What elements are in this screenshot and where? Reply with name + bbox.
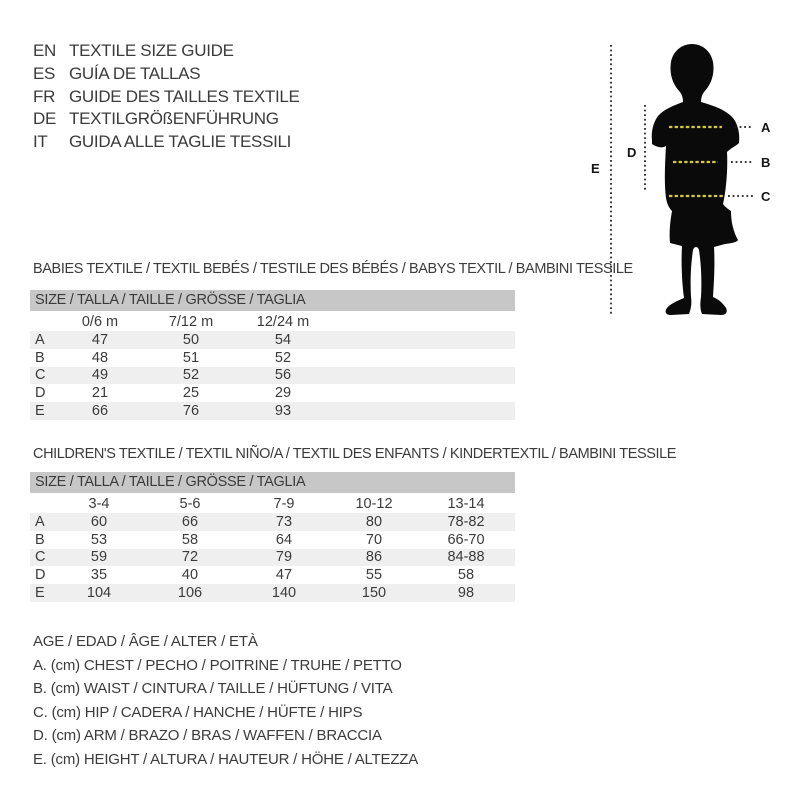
measure-value: 35 [90, 567, 108, 584]
size-column-header: 12/24 m [256, 313, 310, 330]
legend-line-0: AGE / EDAD / ÂGE / ALTER / ETÀ [33, 633, 258, 650]
measure-value: 58 [457, 567, 475, 584]
babies-size-table [30, 312, 515, 420]
measure-value: 72 [181, 549, 199, 566]
measure-value: 86 [365, 549, 383, 566]
measure-value: 52 [274, 349, 292, 366]
language-title: GUIDE DES TAILLES TEXTILE [69, 86, 300, 106]
measure-value: 150 [361, 585, 387, 602]
child-silhouette-figure [585, 35, 785, 325]
measure-row-label: C [35, 367, 46, 384]
language-code: DE [33, 109, 57, 129]
measure-value: 106 [177, 585, 203, 602]
legend-line-3: C. (cm) HIP / CADERA / HANCHE / HÜFTE / HIPS [33, 703, 363, 721]
measure-value: 29 [274, 385, 292, 402]
measure-row-e [30, 402, 515, 420]
measurement-legend [33, 630, 418, 771]
measure-value: 25 [182, 385, 200, 402]
legend-line-2: B. (cm) WAIST / CINTURA / TAILLE / HÜFTUNG / VITA [33, 680, 393, 697]
language-title: GUÍA DE TALLAS [69, 63, 201, 83]
measure-row-c [30, 549, 515, 567]
measure-value: 59 [90, 549, 108, 566]
size-column-header: 7-9 [273, 495, 295, 512]
language-row-fr [33, 86, 300, 109]
measure-row-label: E [35, 403, 45, 420]
measure-value: 104 [86, 585, 112, 602]
language-title: TEXTILE SIZE GUIDE [69, 41, 234, 60]
babies-size-header-bar: SIZE / TALLA / TAILLE / GRÖSSE / TAGLIA [30, 290, 515, 311]
measure-row-label: C [35, 549, 46, 566]
measure-row-label: B [35, 349, 45, 366]
measure-label-a: A [761, 120, 771, 135]
size-column-header-row [30, 312, 515, 331]
measure-row-label: D [35, 567, 46, 584]
measure-value: 80 [365, 513, 383, 530]
babies-section-heading: BABIES TEXTILE / TEXTIL BEBÉS / TESTILE DES BÉBÉS / BABYS TEXTIL / BAMBINI TESSILE [33, 261, 633, 277]
measure-row-label: D [35, 385, 46, 402]
child-silhouette [652, 44, 740, 315]
filler-cell [329, 349, 515, 367]
language-title-list [33, 40, 300, 154]
language-code: FR [33, 86, 56, 106]
measure-row-label: E [35, 585, 45, 602]
legend-line-4: D. (cm) ARM / BRAZO / BRAS / WAFFEN / BRACCIA [33, 727, 382, 744]
size-column-header: 5-6 [179, 495, 201, 512]
filler-cell [329, 367, 515, 385]
measure-value: 40 [181, 567, 199, 584]
measure-row-label: A [35, 331, 45, 348]
language-code: IT [33, 132, 48, 152]
measure-value: 47 [275, 567, 293, 584]
measure-row-d [30, 384, 515, 402]
size-column-header: 0/6 m [81, 313, 119, 330]
measure-row-e [30, 584, 515, 602]
measure-value: 60 [90, 513, 108, 530]
measure-value: 140 [271, 585, 297, 602]
measure-row-b [30, 531, 515, 549]
language-row-en [33, 40, 300, 63]
language-code: ES [33, 63, 56, 83]
measure-value: 49 [91, 367, 109, 384]
measure-value: 93 [274, 403, 292, 420]
measurement-figure [585, 35, 785, 325]
corner-cell [30, 494, 55, 513]
measure-value: 47 [91, 331, 109, 348]
children-section-heading: CHILDREN'S TEXTILE / TEXTIL NIÑO/A / TEXTIL DES ENFANTS / KINDERTEXTIL / BAMBINI TESSILE [33, 446, 677, 462]
measure-value: 52 [182, 367, 200, 384]
measure-value: 51 [182, 349, 200, 366]
size-column-header: 10-12 [355, 495, 393, 512]
language-row-it [33, 131, 300, 154]
measure-value: 21 [91, 385, 109, 402]
measure-value: 50 [182, 331, 200, 348]
measure-row-label: B [35, 531, 45, 548]
measure-value: 66 [181, 513, 199, 530]
measure-value: 79 [275, 549, 293, 566]
measure-value: 66 [91, 403, 109, 420]
language-code: EN [33, 41, 57, 60]
measure-row-b [30, 349, 515, 367]
measure-value: 48 [91, 349, 109, 366]
measure-value: 73 [275, 513, 293, 530]
measure-value: 76 [182, 403, 200, 420]
children-size-header-bar: SIZE / TALLA / TAILLE / GRÖSSE / TAGLIA [30, 472, 515, 493]
corner-cell [30, 312, 55, 331]
filler-cell [329, 331, 515, 349]
size-column-header-row [30, 494, 515, 513]
measure-row-d [30, 566, 515, 584]
measure-value: 66-70 [447, 531, 485, 548]
measure-row-a [30, 331, 515, 349]
legend-line-5: E. (cm) HEIGHT / ALTURA / HAUTEUR / HÖHE / ALTEZZA [33, 750, 419, 768]
size-column-header: 13-14 [447, 495, 485, 512]
measure-value: 58 [181, 531, 199, 548]
language-title: GUIDA ALLE TAGLIE TESSILI [69, 132, 292, 152]
size-column-header: 3-4 [88, 495, 110, 512]
children-size-table [30, 494, 515, 602]
filler-cell [329, 402, 515, 420]
measure-label-e: E [591, 161, 600, 176]
measure-value: 64 [275, 531, 293, 548]
filler-cell [329, 384, 515, 402]
measure-value: 54 [274, 331, 292, 348]
language-title: TEXTILGRÖßENFÜHRUNG [69, 109, 279, 129]
filler-cell [329, 312, 515, 331]
measure-label-d: D [627, 145, 637, 160]
measure-value: 55 [365, 567, 383, 584]
measure-value: 53 [90, 531, 108, 548]
measure-label-b: B [761, 155, 771, 170]
language-row-es [33, 63, 300, 86]
measure-label-c: C [761, 189, 771, 204]
measure-row-a [30, 513, 515, 531]
measure-row-c [30, 367, 515, 385]
measure-value: 84-88 [447, 549, 485, 566]
size-column-header: 7/12 m [168, 313, 214, 330]
measure-value: 56 [274, 367, 292, 384]
measure-row-label: A [35, 513, 45, 530]
measure-value: 98 [457, 585, 475, 602]
measure-value: 70 [365, 531, 383, 548]
language-row-de [33, 108, 300, 131]
legend-line-1: A. (cm) CHEST / PECHO / POITRINE / TRUHE / PETTO [33, 656, 402, 674]
measure-value: 78-82 [447, 513, 485, 530]
